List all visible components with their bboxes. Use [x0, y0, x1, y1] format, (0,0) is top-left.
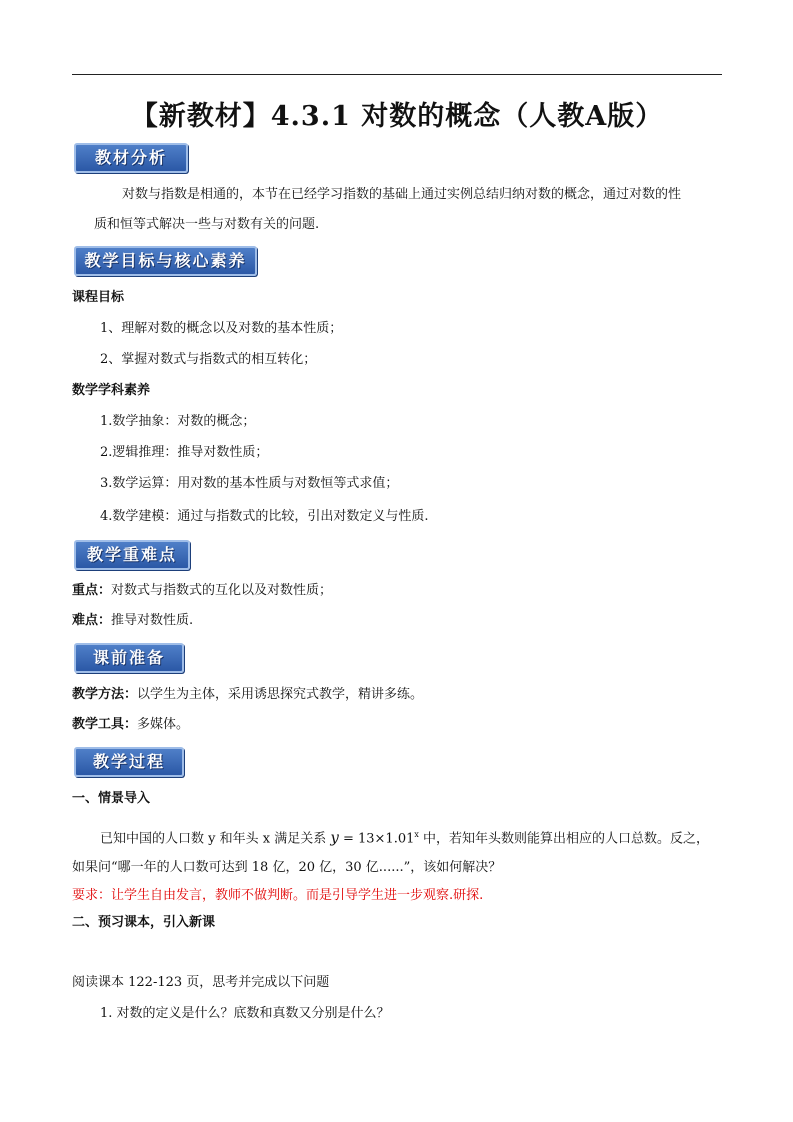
- literacy-heading: 数学学科素养: [72, 383, 151, 398]
- formula-variable: y: [330, 828, 339, 847]
- question-item: 1. 对数的定义是什么？底数和真数又分别是什么？: [100, 1006, 390, 1021]
- difficulty-label: 难点：: [72, 613, 112, 628]
- intro-text-a: 已知中国的人口数 y 和年头 x 满足关系: [100, 831, 331, 847]
- analysis-line-2: 质和恒等式解决一些与对数有关的问题.: [94, 217, 320, 232]
- method-line: [72, 686, 423, 704]
- intro-text-b: 中，若知年头数则能算出相应的人口总数。反之，: [418, 831, 710, 847]
- intro-line-2: 如果问“哪一年的人口数可达到 18 亿，20 亿，30 亿......”，该如何解决？: [72, 860, 502, 875]
- method-text: 以学生为主体，采用诱思探究式教学，精讲多练。: [137, 687, 424, 702]
- tool-text: 多媒体。: [137, 717, 190, 732]
- key-point-text: 对数式与指数式的互化以及对数性质；: [111, 583, 333, 598]
- page-title: 【新教材】4.3.1 对数的概念（人教A版）: [130, 101, 664, 132]
- section-scenario-intro: 一、情景导入: [72, 791, 151, 806]
- literacy-item: 2.逻辑推理：推导对数性质；: [100, 445, 269, 460]
- literacy-item: 3.数学运算：用对数的基本性质与对数恒等式求值；: [100, 476, 399, 491]
- tool-line: [72, 716, 189, 734]
- tool-label: 教学工具：: [72, 717, 138, 732]
- literacy-item: 4.数学建模：通过与指数式的比较，引出对数定义与性质.: [100, 509, 429, 524]
- key-point-label: 重点：: [72, 583, 112, 598]
- badge-key-points: 教学重难点: [74, 540, 190, 570]
- course-goal-item: 2、掌握对数式与指数式的相互转化；: [100, 352, 317, 367]
- difficulty-text: 推导对数性质.: [111, 613, 194, 628]
- difficulty-line: [72, 612, 193, 630]
- badge-textbook-analysis: 教材分析: [74, 143, 188, 173]
- header-rule: [72, 74, 722, 75]
- section-preview-textbook: 二、预习课本，引入新课: [72, 915, 216, 930]
- course-goal-item: 1、理解对数的概念以及对数的基本性质；: [100, 321, 343, 336]
- badge-teaching-goals: 教学目标与核心素养: [74, 246, 257, 276]
- reading-instruction: 阅读课本 122-123 页，思考并完成以下问题: [72, 975, 330, 990]
- badge-class-prep: 课前准备: [74, 643, 184, 673]
- formula-exponent: x: [414, 830, 419, 839]
- literacy-item: 1.数学抽象：对数的概念；: [100, 414, 256, 429]
- formula-expression: = 13×1.01: [338, 831, 415, 847]
- analysis-line-1: 对数与指数是相通的，本节在已经学习指数的基础上通过实例总结归纳对数的概念，通过对数的性: [122, 187, 682, 202]
- intro-line-1: [100, 826, 709, 848]
- method-label: 教学方法：: [72, 687, 138, 702]
- course-goals-heading: 课程目标: [72, 290, 125, 305]
- key-point-line: [72, 582, 332, 600]
- badge-teaching-process: 教学过程: [74, 747, 184, 777]
- teacher-requirement: 要求：让学生自由发言，教师不做判断。而是引导学生进一步观察.研探.: [72, 888, 484, 903]
